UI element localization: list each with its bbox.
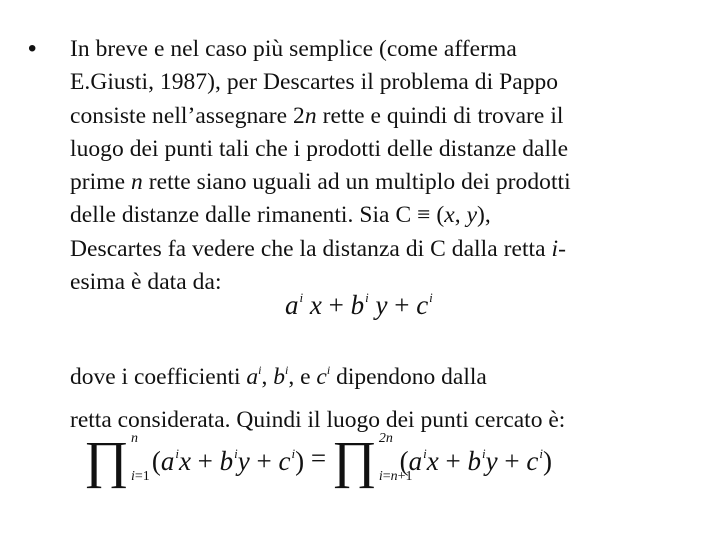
product-lower-limit: i=1 (131, 469, 150, 484)
paragraph-line: Descartes fa vedere che la distanza di C dalla retta i- (70, 235, 567, 262)
product-lower-limit: i=n+1 (378, 469, 413, 484)
product-upper-limit: n (131, 431, 138, 446)
coefficients-line: dove i coefficienti $a^i$, $b^i$, e $c^i$ dipendono dalla (70, 363, 487, 390)
product-formula (83, 431, 552, 495)
bullet-point: • (28, 35, 37, 62)
distance-formula: $a^i$ $x + b^i$ $y + c^i$ (285, 290, 433, 320)
paragraph-line: E.Giusti, 1987), per Descartes il problema di Pappo (70, 69, 559, 96)
left-product (83, 431, 150, 489)
product-symbol: ∏ (83, 432, 129, 489)
right-product (331, 431, 413, 489)
paragraph-line: prime n rette siano uguali ad un multiplo dei prodotti (70, 169, 571, 196)
body-paragraph (70, 33, 700, 299)
paragraph-line: In breve e nel caso più semplice (come afferma (70, 36, 517, 62)
paragraph-line: esima è data da: (70, 269, 222, 296)
left-product-body: $(a^ix + b^iy + c^i)$ (151, 445, 305, 476)
equals-sign: = (304, 443, 333, 474)
coefficients-paragraph (70, 349, 700, 442)
product-upper-limit: 2n (378, 431, 393, 446)
coefficients-line: retta considerata. Quindi il luogo dei punti cercato è: (70, 407, 566, 433)
right-product-body: $(a^ix + b^iy + c^i)$ (399, 445, 552, 476)
paragraph-line: delle distanze dalle rimanenti. Sia C ≡ (x, y), (70, 202, 491, 229)
product-symbol: ∏ (331, 432, 377, 489)
paragraph-line: luogo dei punti tali che i prodotti delle distanze dalle (70, 135, 569, 162)
paragraph-line: consiste nell’assegnare 2n rette e quindi di trovare il (70, 102, 564, 129)
